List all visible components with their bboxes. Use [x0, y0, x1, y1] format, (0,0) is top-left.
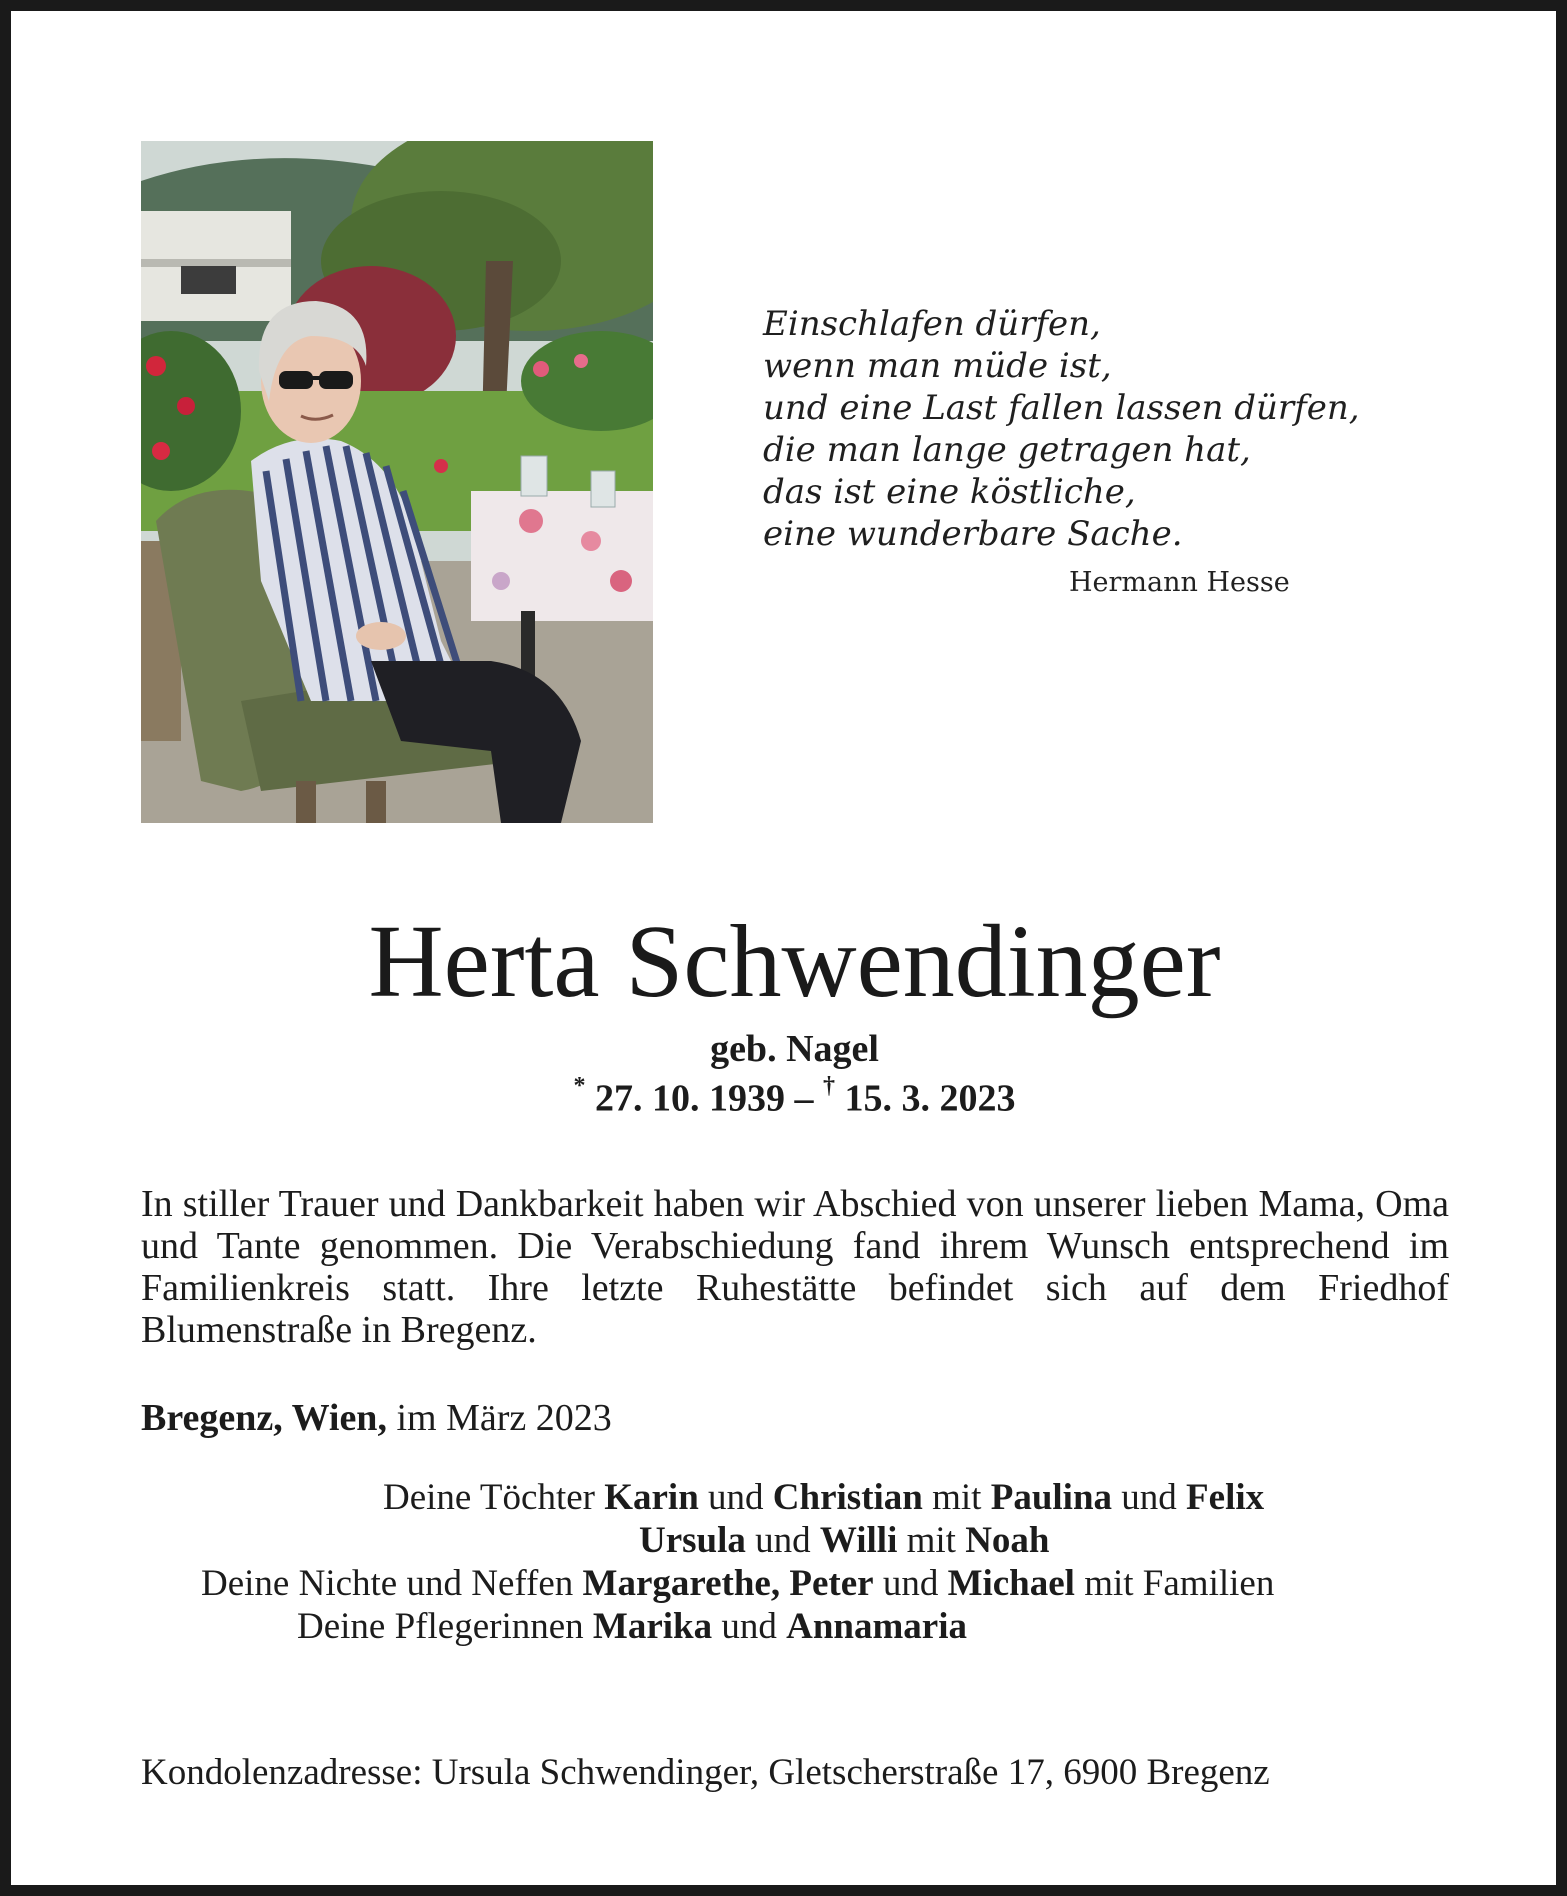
- family-conj: und: [721, 1606, 777, 1647]
- family-conj: mit: [906, 1520, 956, 1561]
- family-conj: und: [755, 1520, 811, 1561]
- family-name: Karin: [604, 1477, 699, 1518]
- death-symbol: †: [823, 1073, 835, 1099]
- quote-line: die man lange getragen hat,: [763, 430, 1251, 470]
- family-line-ursula: [639, 1520, 1050, 1562]
- family-name: Annamaria: [786, 1606, 968, 1647]
- family-name: Marika: [592, 1606, 713, 1647]
- family-conj: und: [1121, 1477, 1177, 1518]
- portrait-photo: [141, 141, 653, 823]
- family-suffix: mit Familien: [1084, 1563, 1275, 1604]
- announcement-text: In stiller Trauer und Dankbarkeit haben wir Abschied von unserer lieben Mama, Oma und Tante genommen. Die Verabschiedung fand ihrem Wunsch entsprechend im Familienkreis statt. Ihre letzte Ruhestätte befindet sich auf dem Friedhof Blumenstraße in Bregenz.: [141, 1183, 1449, 1351]
- family-line-niece-nephews: [201, 1563, 1274, 1605]
- condolence-address: Kondolenzadresse: Ursula Schwendinger, Gletscherstraße 17, 6900 Bregenz: [141, 1752, 1270, 1793]
- quote-line: Einschlafen dürfen,: [763, 304, 1101, 344]
- family-name: Noah: [965, 1520, 1050, 1561]
- quote-line: wenn man müde ist,: [763, 346, 1112, 386]
- date-dash: –: [794, 1077, 814, 1120]
- quote-line: eine wunderbare Sache.: [763, 514, 1183, 554]
- portrait-photo-image: [141, 141, 653, 823]
- family-line-daughters: [383, 1477, 1264, 1519]
- family-name: Paulina: [990, 1477, 1113, 1518]
- family-prefix: Deine Nichte und Neffen: [201, 1563, 574, 1604]
- family-conj: und: [708, 1477, 764, 1518]
- family-line-caregivers: [297, 1606, 967, 1648]
- family-prefix: Deine Töchter: [383, 1477, 595, 1518]
- family-name: Margarethe, Peter: [582, 1563, 874, 1604]
- family-prefix: Deine Pflegerinnen: [297, 1606, 584, 1647]
- place-month: im März 2023: [396, 1397, 612, 1439]
- maiden-name: geb. Nagel: [710, 1028, 879, 1070]
- hesse-quote: [763, 303, 1360, 555]
- family-name: Felix: [1186, 1477, 1265, 1518]
- place-date: [141, 1397, 612, 1439]
- family-conj: mit: [932, 1477, 982, 1518]
- place-cities: Bregenz, Wien,: [141, 1397, 387, 1439]
- birth-symbol: *: [573, 1073, 586, 1099]
- family-conj: und: [882, 1563, 939, 1604]
- family-name: Ursula: [639, 1520, 746, 1561]
- birth-date: 27. 10. 1939: [595, 1077, 785, 1120]
- family-name: Christian: [772, 1477, 923, 1518]
- death-date: 15. 3. 2023: [844, 1077, 1016, 1120]
- quote-line: das ist eine köstliche,: [763, 472, 1136, 512]
- life-dates: [11, 1068, 1567, 1121]
- deceased-name: Herta Schwendinger: [368, 904, 1221, 1019]
- quote-line: und eine Last fallen lassen dürfen,: [763, 388, 1360, 428]
- family-name: Willi: [819, 1520, 898, 1561]
- family-name: Michael: [947, 1563, 1075, 1604]
- quote-author: Hermann Hesse: [1069, 567, 1290, 598]
